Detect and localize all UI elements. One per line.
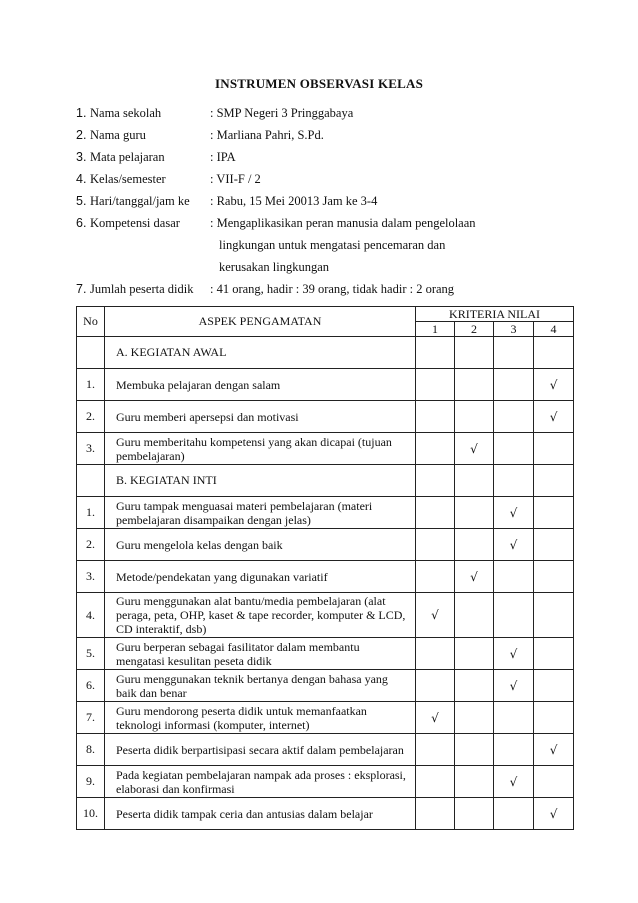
row-number: 4. xyxy=(77,593,105,638)
score-cell-2 xyxy=(455,561,494,593)
score-cell-3 xyxy=(494,638,534,670)
score-cell-4 xyxy=(534,702,574,734)
section-no-cell xyxy=(77,465,105,497)
info-number: 6. xyxy=(76,216,87,230)
info-value-continuation: kerusakan lingkungan xyxy=(219,260,330,274)
section-title: A. KEGIATAN AWAL xyxy=(105,337,416,369)
table-row xyxy=(77,593,574,638)
aspect-text: Guru menggunakan alat bantu/media pembelajaran (alat peraga, peta, OHP, kaset & tape recorder, komputer & LCD, CD interaktif, dsb) xyxy=(105,593,416,638)
info-label: Hari/tanggal/jam ke xyxy=(90,194,190,208)
score-cell-1 xyxy=(416,497,455,529)
info-value: : Marliana Pahri, S.Pd. xyxy=(210,128,324,142)
score-cell-3 xyxy=(494,561,534,593)
info-value-continuation: lingkungan untuk mengatasi pencemaran dan xyxy=(219,238,446,252)
aspect-text: Peserta didik tampak ceria dan antusias dalam belajar xyxy=(105,798,416,830)
check-mark-icon: √ xyxy=(470,569,478,584)
info-row-school xyxy=(76,106,576,128)
check-mark-icon: √ xyxy=(509,537,518,552)
table-row xyxy=(77,638,574,670)
section-title: B. KEGIATAN INTI xyxy=(105,465,416,497)
header-score-3: 3 xyxy=(494,322,534,337)
score-cell-4 xyxy=(534,433,574,465)
score-cell xyxy=(494,465,534,497)
section-no-cell xyxy=(77,337,105,369)
info-label: Nama guru xyxy=(90,128,146,142)
section-row xyxy=(77,337,574,369)
info-label: Mata pelajaran xyxy=(90,150,165,164)
info-value: : IPA xyxy=(210,150,236,164)
table-row xyxy=(77,798,574,830)
score-cell-1 xyxy=(416,529,455,561)
score-cell xyxy=(416,337,455,369)
section-row xyxy=(77,465,574,497)
score-cell-2 xyxy=(455,529,494,561)
table-body xyxy=(77,337,574,830)
score-cell-3 xyxy=(494,593,534,638)
table-row xyxy=(77,702,574,734)
check-mark-icon: √ xyxy=(509,505,518,520)
score-cell-3 xyxy=(494,766,534,798)
check-mark-icon: √ xyxy=(549,742,558,757)
check-mark-icon: √ xyxy=(431,710,439,725)
row-number: 3. xyxy=(77,561,105,593)
score-cell-1 xyxy=(416,670,455,702)
aspect-text: Membuka pelajaran dengan salam xyxy=(105,369,416,401)
score-cell-3 xyxy=(494,734,534,766)
score-cell-2 xyxy=(455,433,494,465)
identity-info xyxy=(76,106,576,304)
info-number: 7. xyxy=(76,282,87,296)
score-cell xyxy=(455,337,494,369)
score-cell-3 xyxy=(494,702,534,734)
document-title: INSTRUMEN OBSERVASI KELAS xyxy=(214,76,424,91)
info-value: : Rabu, 15 Mei 20013 Jam ke 3-4 xyxy=(210,194,378,208)
info-value: : SMP Negeri 3 Pringgabaya xyxy=(210,106,354,120)
info-label: Jumlah peserta didik xyxy=(90,282,194,296)
score-cell-3 xyxy=(494,529,534,561)
score-cell-1 xyxy=(416,369,455,401)
score-cell-4 xyxy=(534,798,574,830)
score-cell-4 xyxy=(534,369,574,401)
score-cell-4 xyxy=(534,561,574,593)
info-number: 3. xyxy=(76,150,87,164)
info-value: : 41 orang, hadir : 39 orang, tidak hadir : 2 orang xyxy=(210,282,455,296)
table-row xyxy=(77,766,574,798)
info-row-class xyxy=(76,172,576,194)
score-cell-4 xyxy=(534,497,574,529)
info-number: 4. xyxy=(76,172,87,186)
row-number: 7. xyxy=(77,702,105,734)
score-cell-4 xyxy=(534,766,574,798)
score-cell-1 xyxy=(416,433,455,465)
score-cell-2 xyxy=(455,766,494,798)
score-cell xyxy=(494,337,534,369)
score-cell-1 xyxy=(416,734,455,766)
score-cell-3 xyxy=(494,670,534,702)
info-row-date xyxy=(76,194,576,216)
row-number: 6. xyxy=(77,670,105,702)
check-mark-icon: √ xyxy=(509,646,518,661)
header-score-1: 1 xyxy=(416,322,455,337)
aspect-text: Guru memberitahu kompetensi yang akan dicapai (tujuan pembelajaran) xyxy=(105,433,416,465)
info-row-competency-cont xyxy=(76,260,576,282)
table-row xyxy=(77,670,574,702)
table-row xyxy=(77,529,574,561)
table-row xyxy=(77,734,574,766)
aspect-text: Metode/pendekatan yang digunakan variatif xyxy=(105,561,416,593)
table-row xyxy=(77,369,574,401)
row-number: 8. xyxy=(77,734,105,766)
table-row xyxy=(77,497,574,529)
check-mark-icon: √ xyxy=(549,409,558,424)
score-cell-2 xyxy=(455,497,494,529)
score-cell-1 xyxy=(416,766,455,798)
info-number: 5. xyxy=(76,194,87,208)
score-cell-3 xyxy=(494,401,534,433)
score-cell-2 xyxy=(455,369,494,401)
score-cell-2 xyxy=(455,670,494,702)
table-row xyxy=(77,401,574,433)
aspect-text: Guru tampak menguasai materi pembelajaran (materi pembelajaran disampaikan dengan jelas) xyxy=(105,497,416,529)
score-cell-2 xyxy=(455,638,494,670)
header-aspek: ASPEK PENGAMATAN xyxy=(105,307,416,337)
info-row-teacher xyxy=(76,128,576,150)
row-number: 3. xyxy=(77,433,105,465)
score-cell-4 xyxy=(534,593,574,638)
aspect-text: Guru mengelola kelas dengan baik xyxy=(105,529,416,561)
score-cell-1 xyxy=(416,561,455,593)
score-cell-1 xyxy=(416,593,455,638)
row-number: 5. xyxy=(77,638,105,670)
score-cell-1 xyxy=(416,798,455,830)
score-cell-2 xyxy=(455,401,494,433)
aspect-text: Guru berperan sebagai fasilitator dalam membantu mengatasi kesulitan peseta didik xyxy=(105,638,416,670)
score-cell-1 xyxy=(416,638,455,670)
observation-table xyxy=(76,306,574,830)
score-cell xyxy=(534,465,574,497)
row-number: 10. xyxy=(77,798,105,830)
row-number: 2. xyxy=(77,529,105,561)
check-mark-icon: √ xyxy=(470,441,478,456)
aspect-text: Guru memberi apersepsi dan motivasi xyxy=(105,401,416,433)
aspect-text: Guru menggunakan teknik bertanya dengan bahasa yang baik dan benar xyxy=(105,670,416,702)
check-mark-icon: √ xyxy=(431,608,439,622)
score-cell-4 xyxy=(534,670,574,702)
score-cell xyxy=(455,465,494,497)
header-no: No xyxy=(77,307,105,337)
score-cell-4 xyxy=(534,734,574,766)
score-cell-1 xyxy=(416,401,455,433)
info-value: : Mengaplikasikan peran manusia dalam pengelolaan xyxy=(210,216,476,230)
aspect-text: Peserta didik berpartisipasi secara aktif dalam pembelajaran xyxy=(105,734,416,766)
table-row xyxy=(77,561,574,593)
score-cell-3 xyxy=(494,433,534,465)
info-number: 1. xyxy=(76,106,87,120)
score-cell-3 xyxy=(494,369,534,401)
score-cell-3 xyxy=(494,497,534,529)
info-label: Nama sekolah xyxy=(90,106,162,120)
score-cell-3 xyxy=(494,798,534,830)
info-row-students xyxy=(76,282,576,304)
check-mark-icon: √ xyxy=(509,774,518,789)
info-number: 2. xyxy=(76,128,87,142)
info-row-competency xyxy=(76,216,576,238)
score-cell-2 xyxy=(455,734,494,766)
info-value: : VII-F / 2 xyxy=(210,172,261,186)
score-cell-4 xyxy=(534,529,574,561)
info-label: Kompetensi dasar xyxy=(90,216,180,230)
score-cell xyxy=(534,337,574,369)
info-row-competency-cont xyxy=(76,238,576,260)
row-number: 9. xyxy=(77,766,105,798)
row-number: 1. xyxy=(77,497,105,529)
header-kriteria: KRITERIA NILAI xyxy=(416,307,574,322)
score-cell-4 xyxy=(534,401,574,433)
row-number: 1. xyxy=(77,369,105,401)
check-mark-icon: √ xyxy=(509,678,518,693)
header-score-2: 2 xyxy=(455,322,494,337)
score-cell-2 xyxy=(455,593,494,638)
aspect-text: Guru mendorong peserta didik untuk memanfaatkan teknologi informasi (komputer, internet) xyxy=(105,702,416,734)
info-label: Kelas/semester xyxy=(90,172,166,186)
info-row-subject xyxy=(76,150,576,172)
check-mark-icon: √ xyxy=(549,806,558,821)
score-cell-2 xyxy=(455,798,494,830)
row-number: 2. xyxy=(77,401,105,433)
score-cell-4 xyxy=(534,638,574,670)
score-cell xyxy=(416,465,455,497)
header-score-4: 4 xyxy=(534,322,574,337)
score-cell-2 xyxy=(455,702,494,734)
aspect-text: Pada kegiatan pembelajaran nampak ada proses : eksplorasi, elaborasi dan konfirmasi xyxy=(105,766,416,798)
score-cell-1 xyxy=(416,702,455,734)
check-mark-icon: √ xyxy=(549,377,558,392)
table-row xyxy=(77,433,574,465)
